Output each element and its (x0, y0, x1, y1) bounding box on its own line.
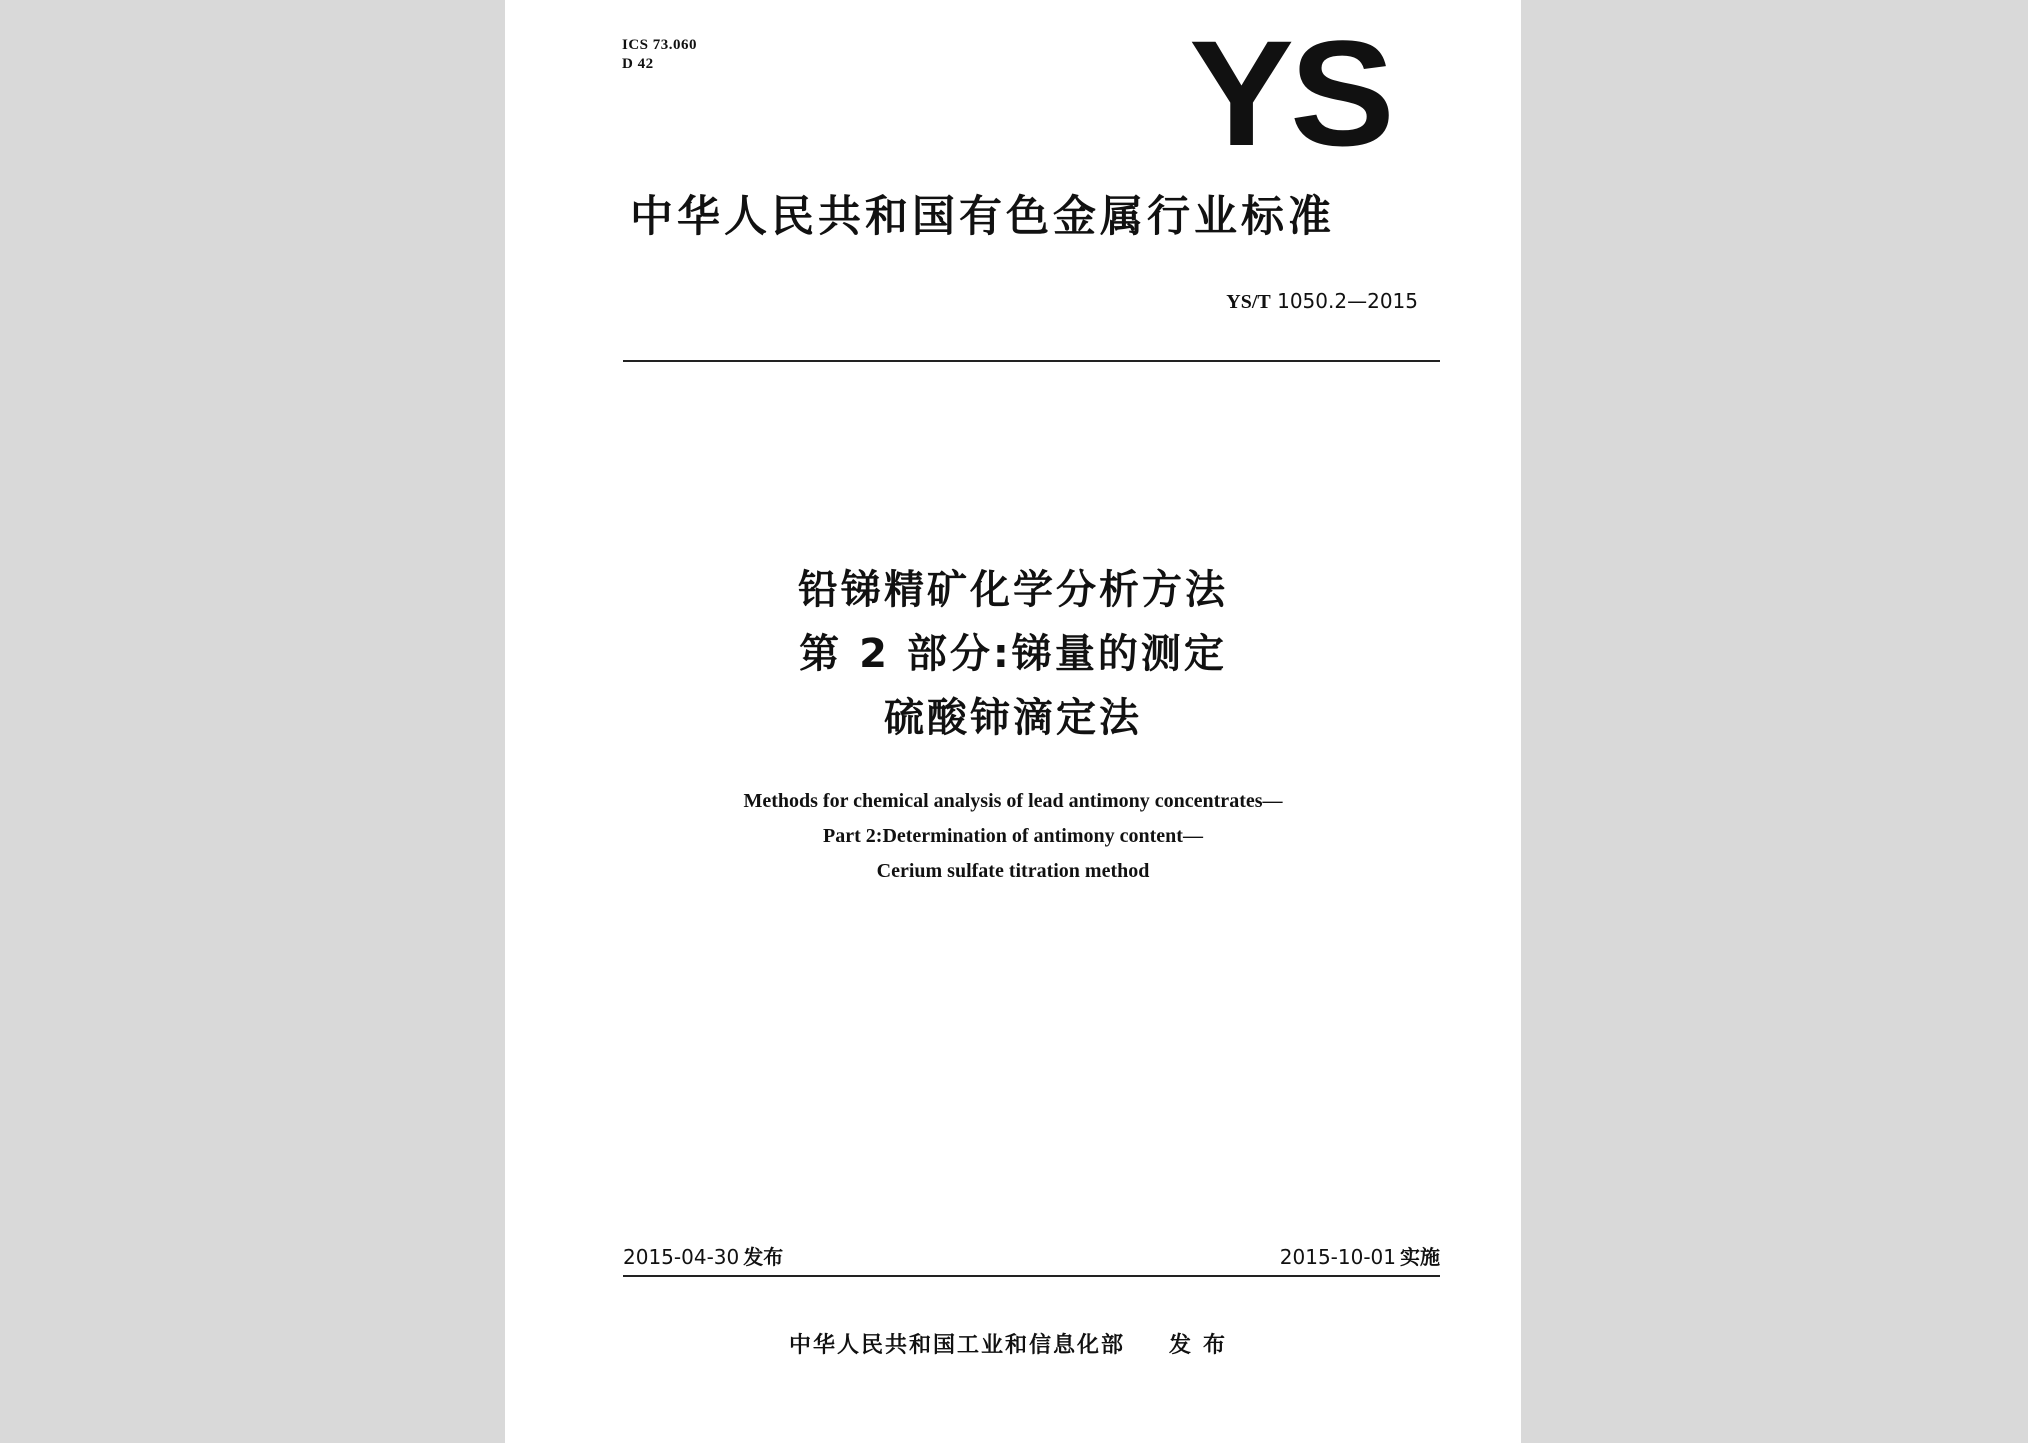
header-divider (623, 360, 1440, 362)
publisher-action: 发布 (1169, 1333, 1238, 1358)
chinese-title (505, 558, 1521, 750)
chinese-title-line-3: 硫酸铈滴定法 (884, 695, 1142, 741)
ccs-code: D 42 (622, 56, 654, 72)
footer-divider (623, 1275, 1440, 1277)
english-title-line-1: Methods for chemical analysis of lead antimony concentrates— (743, 790, 1283, 812)
chinese-title-line-1: 铅锑精矿化学分析方法 (798, 567, 1228, 613)
publisher-name: 中华人民共和国工业和信息化部 (788, 1333, 1125, 1358)
english-title-line-2: Part 2:Determination of antimony content— (823, 825, 1203, 847)
standard-number (1226, 288, 1418, 315)
ys-logo: YS (1189, 9, 1391, 177)
english-title (505, 784, 1521, 889)
implementation-date-label: 实施 (1400, 1245, 1440, 1269)
issue-date (623, 1243, 783, 1271)
implementation-date-value: 2015-10-01 (1279, 1245, 1396, 1269)
english-title-line-3: Cerium sulfate titration method (876, 860, 1150, 882)
ics-code: ICS 73.060 (622, 37, 698, 53)
chinese-title-line-2: 第 2 部分:锑量的测定 (799, 631, 1227, 677)
implementation-date (1280, 1243, 1440, 1271)
document-page (505, 0, 1521, 1443)
publisher (505, 1330, 1521, 1362)
industry-standard-title: 中华人民共和国有色金属行业标准 (630, 192, 1335, 242)
standard-number-value: 1050.2—2015 (1277, 289, 1418, 313)
standard-number-prefix: YS/T (1226, 291, 1271, 313)
issue-date-label: 发布 (743, 1245, 784, 1269)
classification-codes (622, 36, 697, 74)
issue-date-value: 2015-04-30 (623, 1245, 740, 1269)
